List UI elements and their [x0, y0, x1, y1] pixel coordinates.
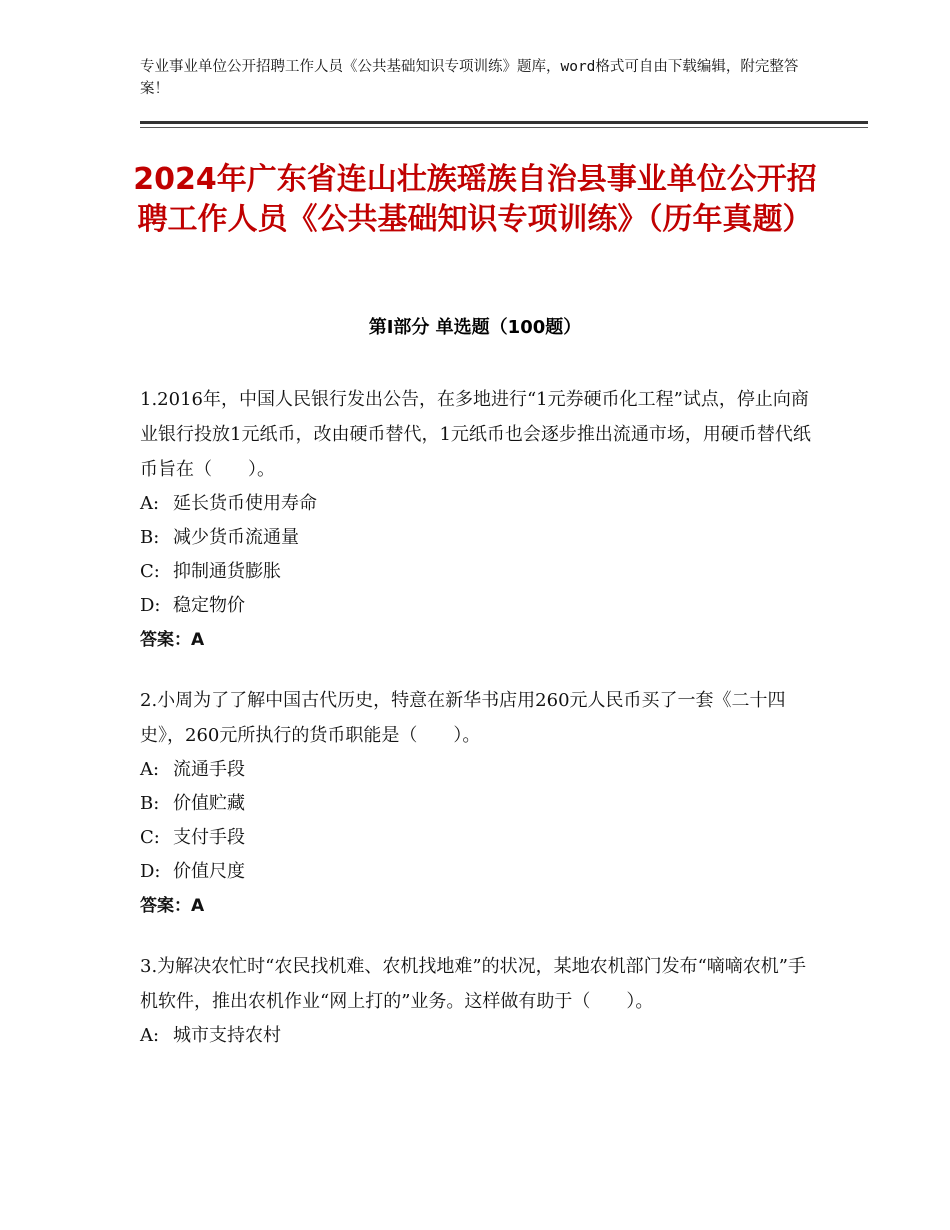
option-key: B: — [140, 793, 160, 814]
question-stem: 1.2016年，中国人民银行发出公告，在多地进行“1元券硬币化工程”试点，停止向商业银行投放1元纸币，改由硬币替代，1元纸币也会逐步推出流通市场，用硬币替代纸币旨在（ ）。 — [140, 389, 811, 480]
question-2 — [140, 683, 820, 923]
option-a — [140, 487, 820, 521]
option-d — [140, 855, 820, 889]
option-a — [140, 753, 820, 787]
option-d — [140, 589, 820, 623]
option-text: 支付手段 — [173, 827, 245, 848]
header-rule-thick — [140, 121, 868, 124]
option-key: A: — [140, 759, 160, 780]
option-text: 价值尺度 — [173, 861, 245, 882]
option-text: 延长货币使用寿命 — [173, 493, 317, 514]
header-note: 专业事业单位公开招聘工作人员《公共基础知识专项训练》题库，word格式可自由下载编辑，附完整答案！ — [140, 59, 799, 97]
option-c — [140, 821, 820, 855]
option-key: B: — [140, 527, 160, 548]
option-b — [140, 787, 820, 821]
section-heading: 第Ⅰ部分 单选题（100题） — [368, 317, 582, 338]
question-list — [140, 382, 820, 1079]
option-a — [140, 1019, 820, 1053]
option-text: 稳定物价 — [173, 595, 245, 616]
option-b — [140, 521, 820, 555]
question-stem: 2.小周为了了解中国古代历史，特意在新华书店用260元人民币买了一套《二十四史》，260元所执行的货币职能是（ ）。 — [140, 690, 786, 746]
document-title: 2024年广东省连山壮族瑶族自治县事业单位公开招聘工作人员《公共基础知识专项训练》（历年真题） — [133, 162, 817, 237]
header-rule-thin — [140, 127, 868, 128]
answer-line: 答案：A — [140, 630, 205, 650]
option-text: 流通手段 — [173, 759, 245, 780]
option-text: 抑制通货膨胀 — [173, 561, 281, 582]
option-text: 价值贮藏 — [173, 793, 245, 814]
option-key: A: — [140, 1025, 160, 1046]
option-text: 城市支持农村 — [173, 1025, 281, 1046]
option-key: D: — [140, 595, 161, 616]
option-key: C: — [140, 827, 160, 848]
option-text: 减少货币流通量 — [173, 527, 299, 548]
question-1 — [140, 382, 820, 657]
answer-line: 答案：A — [140, 896, 205, 916]
question-3 — [140, 949, 820, 1053]
question-stem: 3.为解决农忙时“农民找机难、农机找地难”的状况，某地农机部门发布“嘀嘀农机”手机软件，推出农机作业“网上打的”业务。这样做有助于（ ）。 — [140, 956, 806, 1012]
option-key: C: — [140, 561, 160, 582]
option-key: D: — [140, 861, 161, 882]
option-key: A: — [140, 493, 160, 514]
option-c — [140, 555, 820, 589]
